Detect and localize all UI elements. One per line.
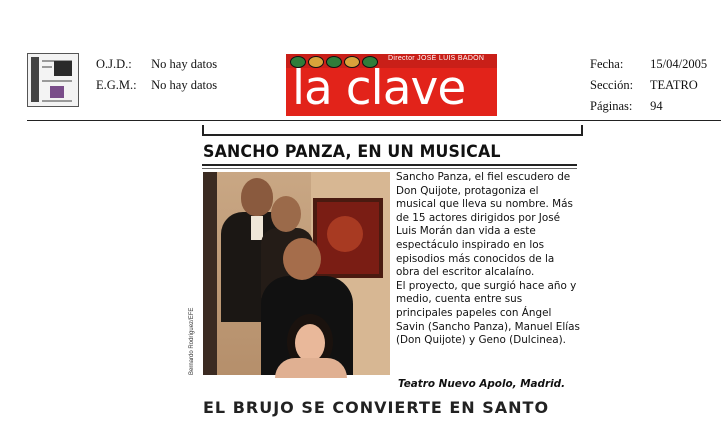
- article-headline: SANCHO PANZA, EN UN MUSICAL: [203, 142, 501, 162]
- pages-label: Páginas:: [590, 99, 633, 113]
- newspaper-logo: [286, 54, 497, 116]
- pages-row: [590, 96, 707, 117]
- next-article-headline-cut: [203, 398, 550, 417]
- date-value: 15/04/2005: [650, 57, 708, 71]
- article-photo: [203, 172, 390, 375]
- section-row: [590, 75, 707, 96]
- logo-masthead-text: Director JOSÉ LUIS BADÓN: [388, 55, 485, 62]
- page-thumbnail-icon: [27, 53, 79, 107]
- section-value: TEATRO: [649, 78, 698, 92]
- article-paragraph: Sancho Panza, el fiel escudero de Don Quijote, protagoniza el musical que lleva su nombre. Más de 15 actores dirigidos por José Luis Morán dan vida a este espectáculo inspirado en los episodios más conocidos de la obra del escritor alcalaíno.: [396, 171, 573, 279]
- headline-rule-thin: [202, 168, 577, 169]
- clipping-meta: [590, 54, 707, 117]
- ojd-row: [96, 54, 217, 75]
- pages-value: 94: [650, 99, 663, 113]
- next-article-headline: EL BRUJO SE CONVIERTE EN SANTO: [203, 398, 550, 417]
- egm-label: E.G.M.:: [96, 78, 137, 92]
- clipping-frame-top: [202, 125, 583, 136]
- photo-credit: Bernardo Rodríguez/EFE: [189, 307, 195, 375]
- date-row: [590, 54, 707, 75]
- ojd-value: No hay datos: [151, 57, 218, 71]
- logo-wordmark: la clave: [292, 61, 466, 116]
- article-body: [396, 171, 581, 348]
- date-label: Fecha:: [590, 57, 624, 71]
- article-paragraph: El proyecto, que surgió hace año y medio, cuenta entre sus principales papeles con Ángel Savin (Sancho Panza), Manuel Elías (Don Quijote) y Geno (Dulcinea).: [396, 279, 580, 347]
- section-label: Sección:: [590, 78, 634, 92]
- audience-meta: [96, 54, 217, 96]
- egm-value: No hay datos: [151, 78, 218, 92]
- egm-row: [96, 75, 217, 96]
- article-venue: Teatro Nuevo Apolo, Madrid.: [398, 378, 566, 390]
- header-divider: [27, 120, 721, 121]
- ojd-label: O.J.D.:: [96, 57, 132, 71]
- headline-rule: [202, 164, 577, 166]
